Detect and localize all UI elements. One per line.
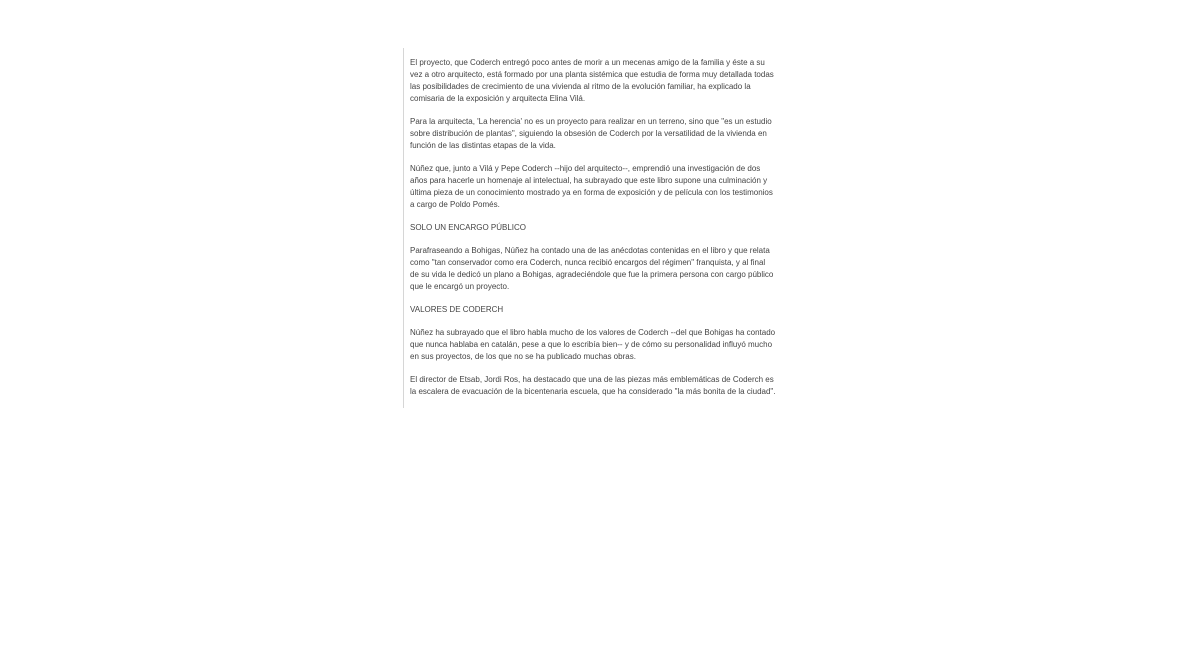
paragraph: [410, 245, 823, 293]
text-line: la escalera de evacuación de la bicentenaria escuela, que ha considerado "la más bonita de la ciudad".: [410, 387, 776, 396]
text-line: Parafraseando a Bohigas, Núñez ha contado una de las anécdotas contenidas en el libro y que relata: [410, 246, 770, 255]
section-heading: [410, 222, 823, 234]
text-line: El director de Etsab, Jordi Ros, ha destacado que una de las piezas más emblemáticas de Coderch es: [410, 375, 774, 384]
text-line: como "tan conservador como era Coderch, nunca recibió encargos del régimen" franquista, y al final: [410, 258, 766, 267]
text-line: a cargo de Poldo Pomés.: [410, 200, 500, 209]
paragraph: [410, 374, 823, 398]
text-line: Para la arquitecta, 'La herencia' no es un proyecto para realizar en un terreno, sino que "es un estudio: [410, 117, 772, 126]
text-line: última pieza de un conocimiento mostrado ya en forma de exposición y de película con los testimonios: [410, 188, 773, 197]
paragraph: [410, 163, 823, 211]
text-line: Núñez ha subrayado que el libro habla mucho de los valores de Coderch --del que Bohigas ha contado: [410, 328, 776, 337]
text-line: que nunca hablaba en catalán, pese a que lo escribía bien-- y de cómo su personalidad influyó mucho: [410, 340, 773, 349]
text-line: VALORES DE CODERCH: [410, 305, 504, 314]
text-line: SOLO UN ENCARGO PÚBLICO: [410, 223, 527, 232]
text-line: en sus proyectos, de los que no se ha publicado muchas obras.: [410, 352, 636, 361]
text-line: años para hacerle un homenaje al intelectual, ha subrayado que este libro supone una culminación y: [410, 176, 768, 185]
text-line: que le encargó un proyecto.: [410, 282, 510, 291]
text-line: sobre distribución de plantas", siguiendo la obsesión de Coderch por la versatilidad de la vivienda en: [410, 129, 767, 138]
paragraph: [410, 116, 823, 152]
text-line: las posibilidades de crecimiento de una vivienda al ritmo de la evolución familiar, ha explicado la: [410, 82, 751, 91]
article-body: [403, 48, 823, 408]
section-heading: [410, 304, 823, 316]
text-line: comisaria de la exposición y arquitecta Elina Vilá.: [410, 94, 586, 103]
text-line: El proyecto, que Coderch entregó poco antes de morir a un mecenas amigo de la familia y éste a su: [410, 58, 765, 67]
text-line: de su vida le dedicó un plano a Bohigas, agradeciéndole que fue la primera persona con cargo público: [410, 270, 774, 279]
paragraph: [410, 57, 823, 105]
text-line: función de las distintas etapas de la vida.: [410, 141, 556, 150]
text-line: vez a otro arquitecto, está formado por una planta sistémica que estudia de forma muy detallada todas: [410, 70, 774, 79]
paragraph: [410, 327, 823, 363]
text-line: Núñez que, junto a Vilá y Pepe Coderch --hijo del arquitecto--, emprendió una investigación de dos: [410, 164, 761, 173]
